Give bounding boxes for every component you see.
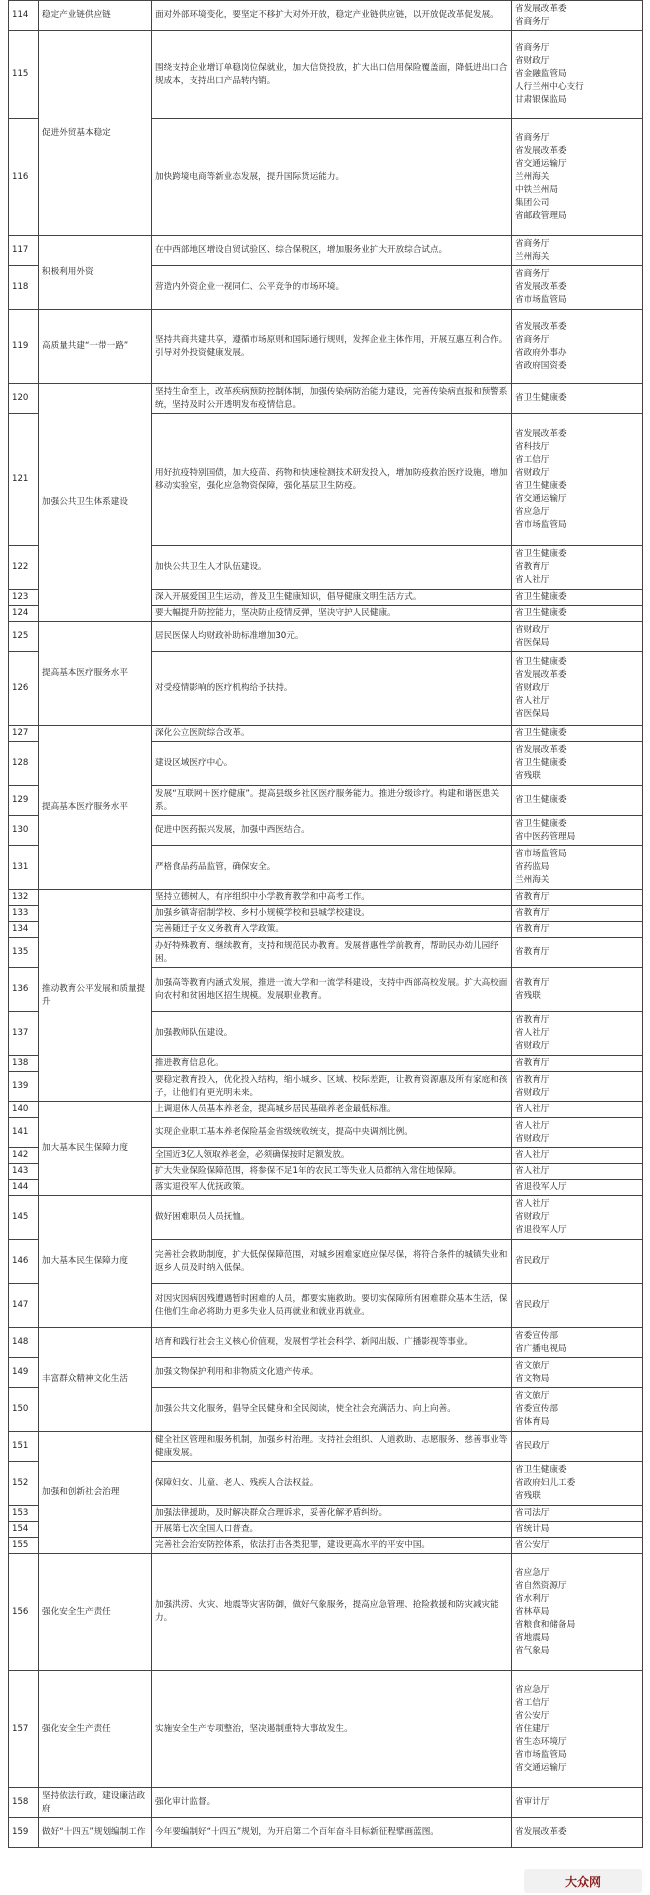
table-row <box>9 1432 643 1462</box>
row-number: 129 <box>9 786 39 816</box>
row-number: 139 <box>9 1072 39 1102</box>
table-row <box>9 1328 643 1358</box>
measure-cell: 深化公立医院综合改革。 <box>152 726 512 742</box>
row-number: 159 <box>9 1818 39 1848</box>
row-number: 120 <box>9 384 39 414</box>
measure-cell: 加强法律援助，及时解决群众合理诉求，妥善化解矛盾纠纷。 <box>152 1506 512 1522</box>
category-cell: 提高基本医疗服务水平 <box>39 726 152 890</box>
department-cell: 省人社厅 <box>512 1102 643 1118</box>
measure-cell: 要稳定教育投入，优化投入结构，缩小城乡、区域、校际差距，让教育资源惠及所有家庭和孩子，让他们有更光明未来。 <box>152 1072 512 1102</box>
row-number: 123 <box>9 590 39 606</box>
table-row <box>9 1788 643 1818</box>
department-cell: 省卫生健康委 <box>512 606 643 622</box>
department-cell: 省商务厅 省财政厅 省金融监管局 人行兰州中心支行 甘肃银保监局 <box>512 31 643 119</box>
measures-table-body <box>9 1 643 1848</box>
department-cell: 省教育厅 <box>512 890 643 906</box>
department-cell: 省发展改革委 省商务厅 省政府外事办 省政府国资委 <box>512 310 643 384</box>
measure-cell: 推进教育信息化。 <box>152 1056 512 1072</box>
department-cell: 省人社厅 <box>512 1148 643 1164</box>
measure-cell: 坚持立德树人，有序组织中小学教育教学和中高考工作。 <box>152 890 512 906</box>
measure-cell: 完善社会治安防控体系，依法打击各类犯罪，建设更高水平的平安中国。 <box>152 1538 512 1554</box>
department-cell: 省发展改革委 省卫生健康委 省残联 <box>512 742 643 786</box>
row-number: 137 <box>9 1012 39 1056</box>
row-number: 157 <box>9 1671 39 1788</box>
measure-cell: 居民医保人均财政补助标准增加30元。 <box>152 622 512 652</box>
department-cell: 省商务厅 省发展改革委 省交通运输厅 兰州海关 中铁兰州局 集团公司 省邮政管理局 <box>512 119 643 236</box>
category-cell: 稳定产业链供应链 <box>39 1 152 31</box>
department-cell: 省民政厅 <box>512 1240 643 1284</box>
table-row <box>9 31 643 119</box>
measure-cell: 加强文物保护利用和非物质文化遗产传承。 <box>152 1358 512 1388</box>
measure-cell: 营造内外资企业一视同仁、公平竞争的市场环境。 <box>152 266 512 310</box>
measure-cell: 促进中医药振兴发展，加强中西医结合。 <box>152 816 512 846</box>
row-number: 151 <box>9 1432 39 1462</box>
row-number: 117 <box>9 236 39 266</box>
department-cell: 省卫生健康委 <box>512 590 643 606</box>
department-cell: 省教育厅 <box>512 906 643 922</box>
department-cell: 省应急厅 省自然资源厅 省水利厅 省林草局 省粮食和储备局 省地震局 省气象局 <box>512 1554 643 1671</box>
measure-cell: 扩大失业保险保障范围，将参保不足1年的农民工等失业人员都纳入常住地保障。 <box>152 1164 512 1180</box>
row-number: 115 <box>9 31 39 119</box>
category-cell: 加强和创新社会治理 <box>39 1432 152 1554</box>
table-row <box>9 1196 643 1240</box>
measure-cell: 加强高等教育内涵式发展，推进一流大学和一流学科建设，支持中西部高校发展。扩大高校面向农村和贫困地区招生规模。发展职业教育。 <box>152 968 512 1012</box>
row-number: 155 <box>9 1538 39 1554</box>
row-number: 140 <box>9 1102 39 1118</box>
department-cell: 省公安厅 <box>512 1538 643 1554</box>
category-cell: 做好“十四五”规划编制工作 <box>39 1818 152 1848</box>
row-number: 141 <box>9 1118 39 1148</box>
category-cell: 强化安全生产责任 <box>39 1671 152 1788</box>
row-number: 124 <box>9 606 39 622</box>
department-cell: 省卫生健康委 <box>512 384 643 414</box>
department-cell: 省卫生健康委 省教育厅 省人社厅 <box>512 546 643 590</box>
row-number: 158 <box>9 1788 39 1818</box>
department-cell: 省司法厅 <box>512 1506 643 1522</box>
row-number: 154 <box>9 1522 39 1538</box>
row-number: 127 <box>9 726 39 742</box>
measure-cell: 实施安全生产专项整治，坚决遏制重特大事故发生。 <box>152 1671 512 1788</box>
department-cell: 省退役军人厅 <box>512 1180 643 1196</box>
measure-cell: 面对外部环境变化，要坚定不移扩大对外开放，稳定产业链供应链，以开放促改革促发展。 <box>152 1 512 31</box>
watermark-logo <box>524 1869 642 1893</box>
category-cell: 促进外贸基本稳定 <box>39 31 152 236</box>
measure-cell: 对受疫情影响的医疗机构给予扶持。 <box>152 652 512 726</box>
row-number: 133 <box>9 906 39 922</box>
table-row <box>9 890 643 906</box>
row-number: 130 <box>9 816 39 846</box>
row-number: 126 <box>9 652 39 726</box>
measure-cell: 加强教师队伍建设。 <box>152 1012 512 1056</box>
row-number: 118 <box>9 266 39 310</box>
category-cell: 丰富群众精神文化生活 <box>39 1328 152 1432</box>
measure-cell: 全国近3亿人领取养老金，必须确保按时足额发放。 <box>152 1148 512 1164</box>
department-cell: 省商务厅 省发展改革委 省市场监管局 <box>512 266 643 310</box>
measure-cell: 开展第七次全国人口普查。 <box>152 1522 512 1538</box>
department-cell: 省民政厅 <box>512 1284 643 1328</box>
measure-cell: 加强公共文化服务，倡导全民健身和全民阅读，使全社会充满活力、向上向善。 <box>152 1388 512 1432</box>
table-row <box>9 1102 643 1118</box>
measure-cell: 完善随迁子女义务教育入学政策。 <box>152 922 512 938</box>
row-number: 136 <box>9 968 39 1012</box>
department-cell: 省民政厅 <box>512 1432 643 1462</box>
row-number: 125 <box>9 622 39 652</box>
measure-cell: 对因灾因病因残遭遇暂时困难的人员，都要实施救助。要切实保障所有困难群众基本生活，保住他们生命必将助力更多失业人员再就业和就业再就业。 <box>152 1284 512 1328</box>
department-cell: 省教育厅 <box>512 1056 643 1072</box>
row-number: 122 <box>9 546 39 590</box>
row-number: 152 <box>9 1462 39 1506</box>
department-cell: 省人社厅 省财政厅 省退役军人厅 <box>512 1196 643 1240</box>
department-cell: 省教育厅 <box>512 938 643 968</box>
category-cell: 加强公共卫生体系建设 <box>39 384 152 622</box>
measure-cell: 完善社会救助制度，扩大低保保障范围，对城乡困难家庭应保尽保，将符合条件的城镇失业和返乡人员及时纳入低保。 <box>152 1240 512 1284</box>
department-cell: 省统计局 <box>512 1522 643 1538</box>
category-cell: 强化安全生产责任 <box>39 1554 152 1671</box>
row-number: 134 <box>9 922 39 938</box>
measure-cell: 坚持生命至上，改革疾病预防控制体制，加强传染病防治能力建设，完善传染病直报和预警系统，坚持及时公开透明发布疫情信息。 <box>152 384 512 414</box>
department-cell: 省教育厅 省残联 <box>512 968 643 1012</box>
category-cell: 加大基本民生保障力度 <box>39 1102 152 1196</box>
measure-cell: 强化审计监督。 <box>152 1788 512 1818</box>
measure-cell: 在中西部地区增设自贸试验区、综合保税区，增加服务业扩大开放综合试点。 <box>152 236 512 266</box>
measure-cell: 上调退休人员基本养老金，提高城乡居民基础养老金最低标准。 <box>152 1102 512 1118</box>
row-number: 135 <box>9 938 39 968</box>
row-number: 144 <box>9 1180 39 1196</box>
measure-cell: 做好困难职员人员抚恤。 <box>152 1196 512 1240</box>
row-number: 149 <box>9 1358 39 1388</box>
category-cell: 积极利用外资 <box>39 236 152 310</box>
measure-cell: 加快公共卫生人才队伍建设。 <box>152 546 512 590</box>
table-row <box>9 726 643 742</box>
department-cell: 省市场监管局 省药监局 兰州海关 <box>512 846 643 890</box>
measure-cell: 围绕支持企业增订单稳岗位保就业，加大信贷投放，扩大出口信用保险覆盖面，降低进出口合规成本，支持出口产品转内销。 <box>152 31 512 119</box>
department-cell: 省商务厅 兰州海关 <box>512 236 643 266</box>
row-number: 145 <box>9 1196 39 1240</box>
department-cell: 省卫生健康委 省发展改革委 省财政厅 省人社厅 省医保局 <box>512 652 643 726</box>
row-number: 121 <box>9 414 39 546</box>
department-cell: 省发展改革委 省科技厅 省工信厅 省财政厅 省卫生健康委 省交通运输厅 省应急厅 省市场监管局 <box>512 414 643 546</box>
table-row <box>9 236 643 266</box>
department-cell: 省文旅厅 省委宣传部 省体育局 <box>512 1388 643 1432</box>
measure-cell: 落实退役军人优抚政策。 <box>152 1180 512 1196</box>
department-cell: 省文旅厅 省文物局 <box>512 1358 643 1388</box>
measure-cell: 要大幅提升防控能力，坚决防止疫情反弹，坚决守护人民健康。 <box>152 606 512 622</box>
measure-cell: 建设区域医疗中心。 <box>152 742 512 786</box>
measure-cell: 办好特殊教育、继续教育，支持和规范民办教育。发展普惠性学前教育，帮助民办幼儿园纾困。 <box>152 938 512 968</box>
department-cell: 省卫生健康委 省中医药管理局 <box>512 816 643 846</box>
department-cell: 省卫生健康委 <box>512 726 643 742</box>
category-cell: 提高基本医疗服务水平 <box>39 622 152 726</box>
row-number: 128 <box>9 742 39 786</box>
category-cell: 推动教育公平发展和质量提升 <box>39 890 152 1102</box>
department-cell: 省人社厅 <box>512 1164 643 1180</box>
department-cell: 省发展改革委 省商务厅 <box>512 1 643 31</box>
measure-cell: 加强乡镇寄宿制学校、乡村小规模学校和县城学校建设。 <box>152 906 512 922</box>
measure-cell: 今年要编制好“十四五”规划，为开启第二个百年奋斗目标新征程擘画蓝图。 <box>152 1818 512 1848</box>
measure-cell: 培育和践行社会主义核心价值观，发展哲学社会科学、新闻出版、广播影视等事业。 <box>152 1328 512 1358</box>
row-number: 150 <box>9 1388 39 1432</box>
department-cell: 省人社厅 省财政厅 <box>512 1118 643 1148</box>
table-row <box>9 622 643 652</box>
department-cell: 省财政厅 省医保局 <box>512 622 643 652</box>
watermark-text: 大众网 <box>564 1874 601 1889</box>
measure-cell: 实现企业职工基本养老保险基金省级统收统支，提高中央调剂比例。 <box>152 1118 512 1148</box>
table-row <box>9 310 643 384</box>
row-number: 146 <box>9 1240 39 1284</box>
row-number: 119 <box>9 310 39 384</box>
measure-cell: 深入开展爱国卫生运动，普及卫生健康知识，倡导健康文明生活方式。 <box>152 590 512 606</box>
department-cell: 省发展改革委 <box>512 1818 643 1848</box>
department-cell: 省委宣传部 省广播电视局 <box>512 1328 643 1358</box>
department-cell: 省教育厅 省人社厅 省财政厅 <box>512 1012 643 1056</box>
measure-cell: 严格食品药品监管，确保安全。 <box>152 846 512 890</box>
department-cell: 省教育厅 <box>512 922 643 938</box>
row-number: 156 <box>9 1554 39 1671</box>
table-row <box>9 1671 643 1788</box>
measure-cell: 用好抗疫特别国债，加大疫苗、药物和快速检测技术研发投入，增加防疫救治医疗设施，增加移动实验室，强化应急物资保障，强化基层卫生防疫。 <box>152 414 512 546</box>
measure-cell: 发展“互联网＋医疗健康”。提高县级乡社区医疗服务能力。推进分级诊疗。构建和谐医患关系。 <box>152 786 512 816</box>
category-cell: 坚持依法行政，建设廉洁政府 <box>39 1788 152 1818</box>
department-cell: 省审计厅 <box>512 1788 643 1818</box>
measures-table <box>8 0 643 1848</box>
row-number: 153 <box>9 1506 39 1522</box>
row-number: 142 <box>9 1148 39 1164</box>
row-number: 116 <box>9 119 39 236</box>
measure-cell: 加快跨境电商等新业态发展，提升国际货运能力。 <box>152 119 512 236</box>
measure-cell: 加强洪涝、火灾、地震等灾害防御，做好气象服务，提高应急管理、抢险救援和防灾减灾能力。 <box>152 1554 512 1671</box>
row-number: 143 <box>9 1164 39 1180</box>
measure-cell: 健全社区管理和服务机制，加强乡村治理。支持社会组织、人道救助、志愿服务、慈善事业等健康发展。 <box>152 1432 512 1462</box>
department-cell: 省应急厅 省工信厅 省公安厅 省住建厅 省生态环境厅 省市场监管局 省交通运输厅 <box>512 1671 643 1788</box>
measure-cell: 保障妇女、儿童、老人、残疾人合法权益。 <box>152 1462 512 1506</box>
row-number: 148 <box>9 1328 39 1358</box>
row-number: 132 <box>9 890 39 906</box>
row-number: 147 <box>9 1284 39 1328</box>
table-row <box>9 1 643 31</box>
table-row <box>9 1818 643 1848</box>
table-row <box>9 384 643 414</box>
table-row <box>9 1554 643 1671</box>
category-cell: 加大基本民生保障力度 <box>39 1196 152 1328</box>
department-cell: 省教育厅 省财政厅 <box>512 1072 643 1102</box>
row-number: 138 <box>9 1056 39 1072</box>
row-number: 131 <box>9 846 39 890</box>
category-cell: 高质量共建“一带一路” <box>39 310 152 384</box>
measure-cell: 坚持共商共建共享，遵循市场原则和国际通行规则，发挥企业主体作用，开展互惠互利合作。引导对外投资健康发展。 <box>152 310 512 384</box>
department-cell: 省卫生健康委 <box>512 786 643 816</box>
row-number: 114 <box>9 1 39 31</box>
department-cell: 省卫生健康委 省政府妇儿工委 省残联 <box>512 1462 643 1506</box>
